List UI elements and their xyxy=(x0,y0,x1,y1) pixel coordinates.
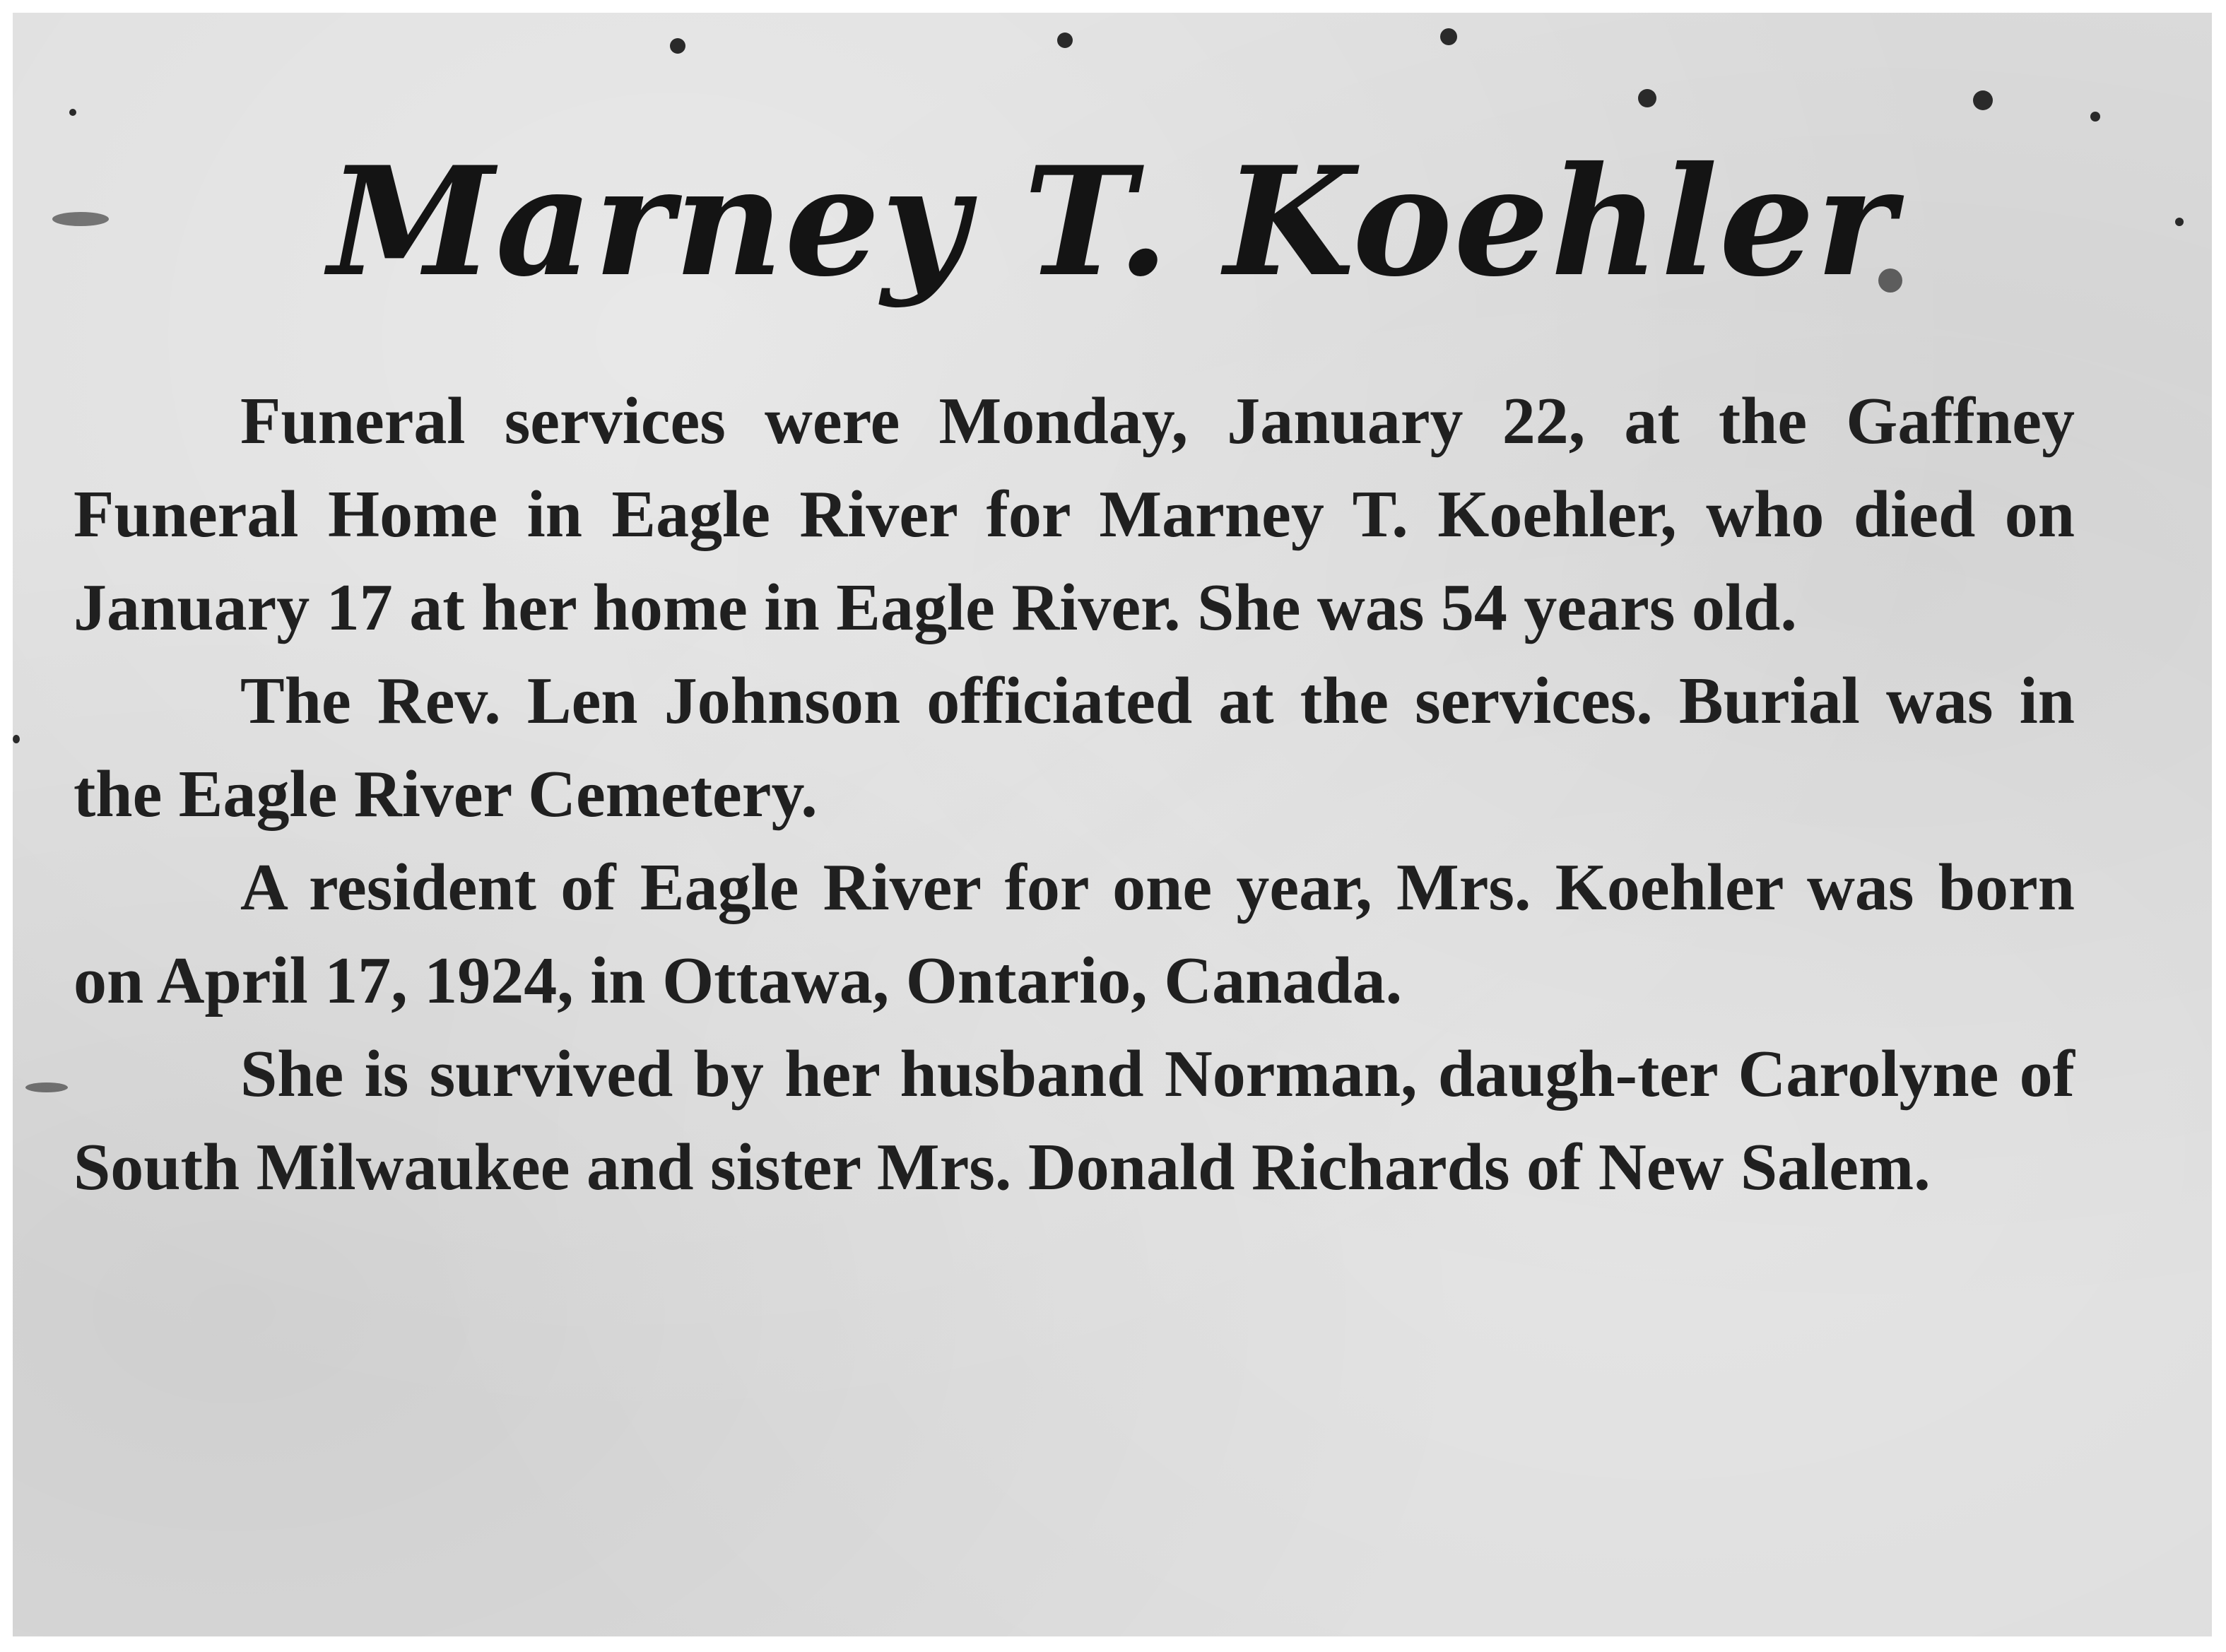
print-speck xyxy=(1638,89,1656,107)
paragraph-funeral-services: Funeral services were Monday, January 22, at the Gaffney Funeral Home in Eagle River for Marney T. Koehler, who died on January 17 at her home in Eagle River. She was 54 years old. xyxy=(73,384,2075,644)
print-speck xyxy=(670,38,685,54)
paragraph-residence: A resident of Eagle River for one year, Mrs. Koehler was born on April 17, 1924, in Ottawa, Ontario, Canada. xyxy=(73,851,2075,1017)
print-speck xyxy=(13,735,20,743)
print-speck xyxy=(1973,90,1993,110)
newspaper-clipping xyxy=(13,13,2212,1636)
print-speck xyxy=(1440,28,1457,45)
obituary-body xyxy=(73,374,2075,1214)
paragraph-officiant: The Rev. Len Johnson officiated at the services. Burial was in the Eagle River Cemetery. xyxy=(73,664,2075,831)
print-speck xyxy=(1057,33,1073,48)
obituary-headline: Marney T. Koehler xyxy=(328,134,1897,309)
paragraph-survivors: She is survived by her husband Norman, daugh-ter Carolyne of South Milwaukee and sister Mrs. Donald Richards of New Salem. xyxy=(73,1037,2075,1204)
print-speck xyxy=(2090,112,2100,122)
print-speck xyxy=(25,1082,68,1092)
print-speck xyxy=(69,109,76,116)
